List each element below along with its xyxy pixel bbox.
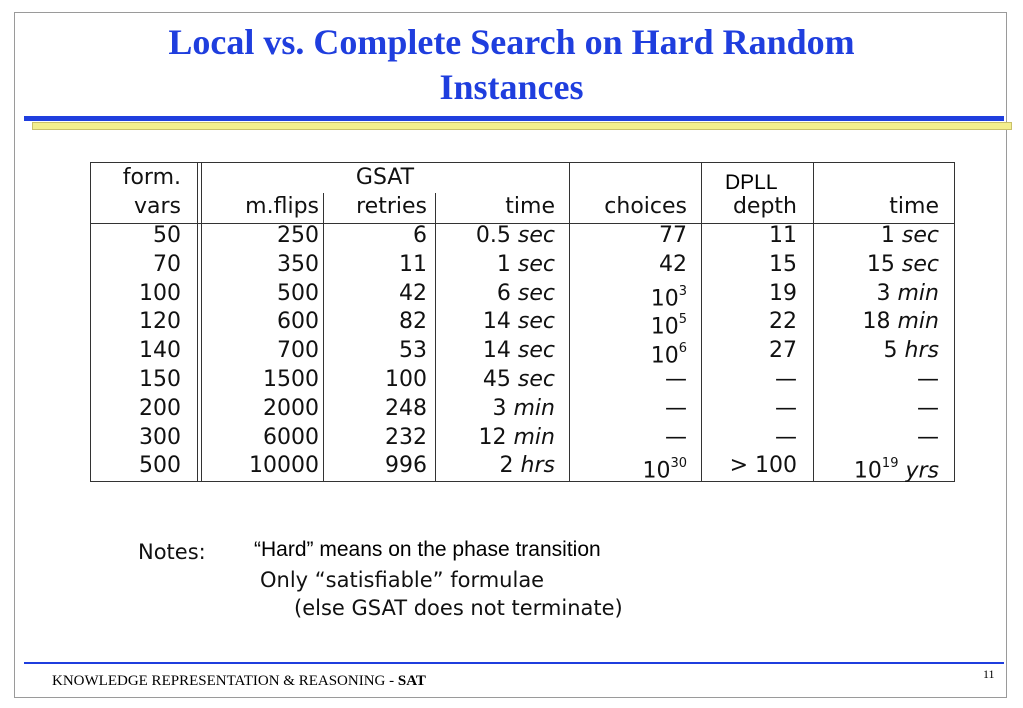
cell-value: — [665,424,687,450]
cell-value: 248 [385,395,427,421]
cell-value: 15 [769,251,797,277]
cell-value: 100 [139,280,181,306]
cell-value: 600 [277,309,319,335]
cell-value: 120 [139,309,181,335]
cell-retries [323,252,427,278]
cell-choices [569,453,687,484]
title-rule-yellow [32,122,1012,130]
cell-value: 1500 [263,367,319,392]
cell-value: 50 [153,223,181,248]
footer-text [52,673,426,690]
cell-exponent: 30 [670,456,687,472]
cell-retries [323,396,427,422]
cell-value: 11 [399,251,427,277]
cell-unit: sec [517,251,555,277]
cell-value: 1 [880,223,895,248]
cell-value: 0.5 [475,223,511,248]
cell-value: 42 [659,251,687,277]
cell-value: 6 [496,280,511,306]
cell-gsat-time [435,309,555,335]
cell-gsat-time [435,367,555,393]
cell-depth [701,281,797,307]
cell-exponent: 19 [881,456,899,472]
cell-value: 14 [482,309,511,335]
cell-value: 1 [496,251,511,277]
cell-vars [91,338,181,364]
cell-vars [91,223,181,249]
cell-depth [701,453,797,479]
cell-dpll-time [813,281,939,307]
cell-value: 14 [482,338,511,364]
cell-unit: sec [901,251,939,277]
cell-value: 6 [413,223,427,248]
cell-unit: min [897,309,939,335]
cell-choices [569,281,687,312]
cell-gsat-time [435,425,555,451]
notes-line-2: (else GSAT does not terminate) [294,596,623,620]
cell-value: 150 [139,367,181,392]
cell-value: — [665,367,687,392]
cell-choices [569,338,687,369]
cell-dpll-time [813,453,939,484]
cell-value: 140 [139,338,181,364]
cell-value: 700 [277,338,319,364]
cell-value: 3 [876,280,891,306]
cell-value: — [665,395,687,421]
cell-exponent: 6 [678,341,687,357]
cell-value: 10 [650,285,679,311]
cell-value: 10 [642,458,671,484]
cell-gsat-time [435,453,555,479]
notes-line-1: Only “satisfiable” formulae [260,568,545,592]
cell-depth [701,338,797,364]
cell-retries [323,309,427,335]
cell-value: 250 [277,223,319,248]
cell-vars [91,453,181,479]
cell-value: 45 [482,367,511,392]
cell-flips [201,396,319,422]
cell-value: 200 [139,395,181,421]
cell-unit: min [897,280,939,306]
cell-gsat-time [435,281,555,307]
cell-value: 10000 [249,453,319,479]
cell-depth [701,309,797,335]
cell-dpll-time [813,396,939,422]
col-header-vars: vars [133,194,181,219]
cell-depth [701,367,797,393]
col-header-choices: choices [604,194,687,219]
cell-exponent: 3 [678,283,687,299]
cell-value: 10 [853,458,882,484]
cell-unit: sec [517,309,555,335]
cell-vars [91,367,181,393]
cell-flips [201,309,319,335]
cell-unit: sec [901,223,939,248]
cell-value: 19 [769,280,797,306]
cell-value: 3 [492,395,507,421]
title-line-2: Instances [439,67,584,107]
cell-value: 10 [650,314,679,340]
cell-value: 22 [769,309,797,335]
cell-value: 5 [883,338,898,364]
cell-value: 11 [769,223,797,248]
cell-retries [323,338,427,364]
table-divider [197,163,198,481]
cell-value: 2 [499,453,514,479]
header-dpll: DPLL [725,171,778,194]
cell-vars [91,425,181,451]
cell-unit: hrs [904,338,939,364]
cell-dpll-time [813,223,939,249]
cell-unit: min [513,424,555,450]
cell-value: 77 [659,223,687,248]
cell-dpll-time [813,425,939,451]
notes-label: Notes: [138,540,206,564]
cell-unit: sec [517,338,555,364]
cell-choices [569,252,687,278]
cell-depth [701,223,797,249]
cell-vars [91,281,181,307]
cell-flips [201,338,319,364]
cell-value: 27 [769,338,797,364]
cell-dpll-time [813,367,939,393]
cell-unit: hrs [520,453,555,479]
title-line-1: Local vs. Complete Search on Hard Random [168,22,855,62]
cell-value: — [917,424,939,450]
cell-value: — [917,367,939,392]
cell-unit: yrs [905,458,939,484]
cell-value: — [917,395,939,421]
cell-flips [201,425,319,451]
cell-value: 10 [650,343,679,369]
results-table [90,162,955,482]
cell-gsat-time [435,223,555,249]
cell-value: 42 [399,280,427,306]
cell-value: 18 [862,309,891,335]
cell-value: 500 [139,453,181,479]
cell-value: 82 [399,309,427,335]
cell-choices [569,309,687,340]
cell-flips [201,223,319,249]
footer-rule [24,662,1004,664]
col-header-flips: m.flips [245,194,319,219]
slide-title [30,20,993,110]
cell-unit: min [513,395,555,421]
cell-dpll-time [813,309,939,335]
cell-unit: sec [517,223,555,248]
cell-dpll-time [813,338,939,364]
cell-value: 500 [277,280,319,306]
cell-choices [569,396,687,422]
cell-gsat-time [435,338,555,364]
cell-gsat-time [435,252,555,278]
cell-depth [701,425,797,451]
page-number: 11 [983,667,995,681]
cell-depth [701,396,797,422]
cell-value: 350 [277,251,319,277]
cell-flips [201,453,319,479]
header-gsat: GSAT [355,165,415,190]
cell-choices [569,367,687,393]
cell-retries [323,367,427,393]
cell-value: 100 [385,367,427,392]
header-form: form. [122,165,181,190]
col-header-retries: retries [356,194,427,219]
cell-depth [701,252,797,278]
cell-value: — [775,367,797,392]
cell-value: 15 [866,251,895,277]
cell-retries [323,453,427,479]
cell-dpll-time [813,252,939,278]
cell-exponent: 5 [678,312,687,328]
col-header-dpll-time: time [889,194,939,219]
footer-topic: SAT [397,673,426,689]
notes-hard-definition: “Hard” means on the phase transition [254,538,601,561]
cell-value: 2000 [263,395,319,421]
cell-value: 6000 [263,424,319,450]
cell-value: 996 [385,453,427,479]
cell-value: 300 [139,424,181,450]
col-header-gsat-time: time [505,194,555,219]
cell-vars [91,252,181,278]
cell-choices [569,425,687,451]
title-rule-blue [24,116,1004,121]
cell-retries [323,425,427,451]
cell-retries [323,281,427,307]
col-header-depth: depth [732,194,797,219]
cell-unit: sec [517,367,555,392]
cell-flips [201,281,319,307]
cell-value: > 100 [729,453,797,479]
cell-vars [91,309,181,335]
cell-flips [201,252,319,278]
cell-vars [91,396,181,422]
cell-value: — [775,395,797,421]
cell-value: 70 [153,251,181,277]
cell-gsat-time [435,396,555,422]
cell-choices [569,223,687,249]
cell-unit: sec [517,280,555,306]
cell-flips [201,367,319,393]
cell-value: 53 [399,338,427,364]
footer-course: KNOWLEDGE REPRESENTATION & REASONING - [52,673,398,689]
cell-value: — [775,424,797,450]
cell-value: 232 [385,424,427,450]
cell-value: 12 [478,424,507,450]
cell-retries [323,223,427,249]
